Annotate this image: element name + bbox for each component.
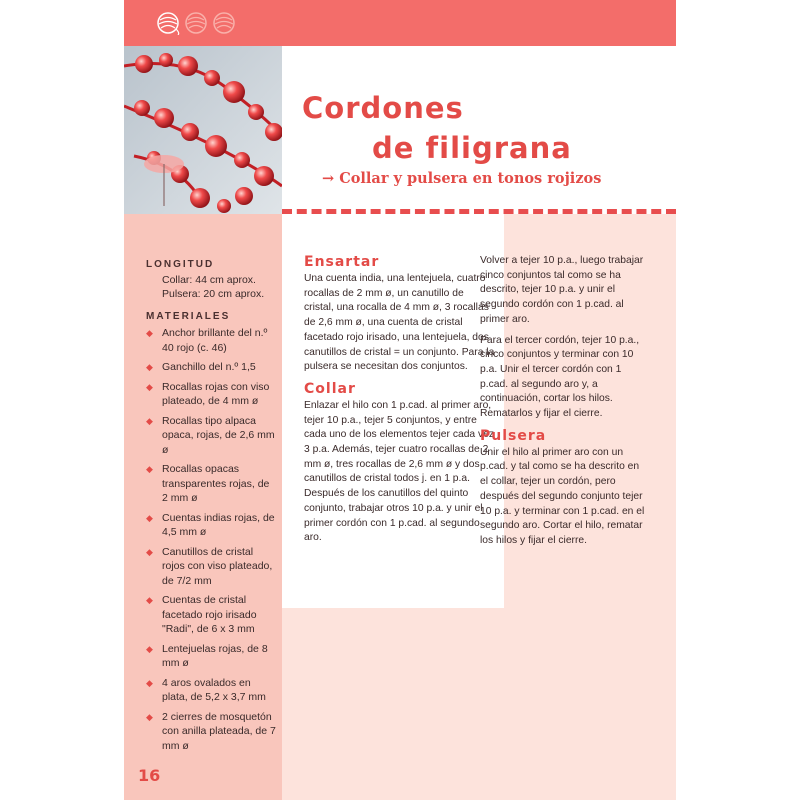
title-line-2: de filigrana <box>372 131 572 165</box>
beads-photo <box>124 46 282 214</box>
material-text: Lentejuelas rojas, de 8 mm ø <box>162 642 268 669</box>
page-title <box>302 88 572 168</box>
magazine-page <box>124 0 676 800</box>
bottom-tinted-band <box>282 608 676 800</box>
dashed-divider <box>282 209 676 214</box>
diamond-bullet-icon: ◆ <box>146 328 153 338</box>
length-collar: Collar: 44 cm aprox. <box>162 273 256 286</box>
diamond-bullet-icon: ◆ <box>146 643 153 654</box>
list-item <box>146 326 278 355</box>
diamond-bullet-icon: ◆ <box>146 546 153 557</box>
material-text: Cuentas indias rojas, de 4,5 mm ø <box>162 511 275 538</box>
material-text: Rocallas opacas transparentes rojas, de 2 mm ø <box>162 463 270 504</box>
length-heading: LONGITUD <box>146 259 215 270</box>
diamond-bullet-icon: ◆ <box>146 677 153 688</box>
diamond-bullet-icon: ◆ <box>146 512 153 523</box>
yarn-ball-icon <box>184 11 208 35</box>
diamond-bullet-icon: ◆ <box>146 595 153 605</box>
section-heading-pulsera: Pulsera <box>480 427 547 444</box>
materials-list <box>146 326 278 753</box>
material-text: 4 aros ovalados en plata, de 5,2 x 3,7 mm <box>162 676 266 703</box>
material-text: Anchor brillante del n.º 40 rojo (c. 46) <box>162 327 268 354</box>
material-text: Canutillos de cristal rojos con viso plateado, de 7/2 mm <box>162 545 273 587</box>
material-text: Cuentas de cristal facetado rojo irisado "Radi", de 6 x 3 mm <box>162 594 257 635</box>
specs-panel <box>146 258 278 758</box>
diamond-bullet-icon: ◆ <box>146 381 153 392</box>
page-number: 16 <box>138 766 161 785</box>
collar-text: Enlazar el hilo con 1 p.cad. al primer aro, tejer 10 p.a., tejer 5 conjuntos, y entre cada uno de los elementos tejer cada vez 3 p.a. Además, tejer cuatro rocallas de 2 mm ø, tres rocallas de 2,6 mm ø y dos canutillos de cristal todos j. en 1 p.a. Después de los canutillos del quinto conjunto, trabajar otros 10 p.a. y unir el primer cordón con 1 p.cad. al segundo aro. <box>304 399 495 544</box>
list-item <box>146 380 278 409</box>
list-item <box>146 593 278 637</box>
section-heading-ensartar: Ensartar <box>304 254 380 270</box>
length-values <box>162 273 278 302</box>
diamond-bullet-icon: ◆ <box>146 464 153 474</box>
article-column-2 <box>480 254 646 555</box>
material-text: 2 cierres de mosquetón con anilla plateada, de 7 mm ø <box>162 710 276 752</box>
material-text: Ganchillo del n.º 1,5 <box>162 361 256 373</box>
list-item <box>146 545 278 589</box>
yarn-ball-icon <box>156 11 180 35</box>
yarn-ball-icon <box>212 11 236 35</box>
article-column-1 <box>304 254 496 552</box>
list-item <box>146 511 278 540</box>
diamond-bullet-icon: ◆ <box>146 415 153 426</box>
pulsera-text: Unir el hilo al primer aro con un p.cad. y tal como se ha descrito en el collar, tejer un cordón, pero después del segundo conjunto tejer 10 p.a. y terminar con 1 p.cad. en el segundo aro. Cortar el hilo, rematar los hilos y fijar el cierre. <box>480 446 645 546</box>
title-line-1: Cordones <box>302 91 464 125</box>
length-pulsera: Pulsera: 20 cm aprox. <box>162 288 265 300</box>
materials-heading: MATERIALES <box>146 310 231 322</box>
list-item <box>146 360 278 375</box>
list-item <box>146 710 278 754</box>
logo-group <box>156 11 236 35</box>
collar-continued-text: Volver a tejer 10 p.a., luego trabajar cinco conjuntos tal como se ha descrito, tejer 10 p.a. y unir el segundo cordón con 1 p.cad. al primer aro. <box>480 255 644 325</box>
ensartar-text: Una cuenta india, una lentejuela, cuatro rocallas de 2 mm ø, un canutillo de cristal, una rocalla de 4 mm ø, 3 rocallas de 2,6 mm ø, una cuenta de cristal facetado rojo irisado, una lentejuela, dos canutillos de cristal = un conjunto. Para la pulsera se necesitan dos conjuntos. <box>304 273 495 373</box>
list-item <box>146 462 278 506</box>
subtitle: → Collar y pulsera en tonos rojizos <box>322 170 602 187</box>
list-item <box>146 676 278 705</box>
material-text: Rocallas rojas con viso plateado, de 4 mm ø <box>162 380 270 407</box>
diamond-bullet-icon: ◆ <box>146 711 153 722</box>
section-heading-collar: Collar <box>304 380 356 397</box>
beads-illustration <box>124 46 282 214</box>
top-color-band <box>124 0 676 46</box>
material-text: Rocallas tipo alpaca opaca, rojas, de 2,6 mm ø <box>162 414 275 456</box>
third-cord-text: Para el tercer cordón, tejer 10 p.a., cinco conjuntos y terminar con 10 p.a. Unir el tercer cordón con 1 p.cad. al segundo aro y, a continuación, cortar los hilos. Rematarlos y fijar el cierre. <box>480 334 640 420</box>
diamond-bullet-icon: ◆ <box>146 362 153 372</box>
list-item <box>146 642 278 671</box>
list-item <box>146 414 278 458</box>
